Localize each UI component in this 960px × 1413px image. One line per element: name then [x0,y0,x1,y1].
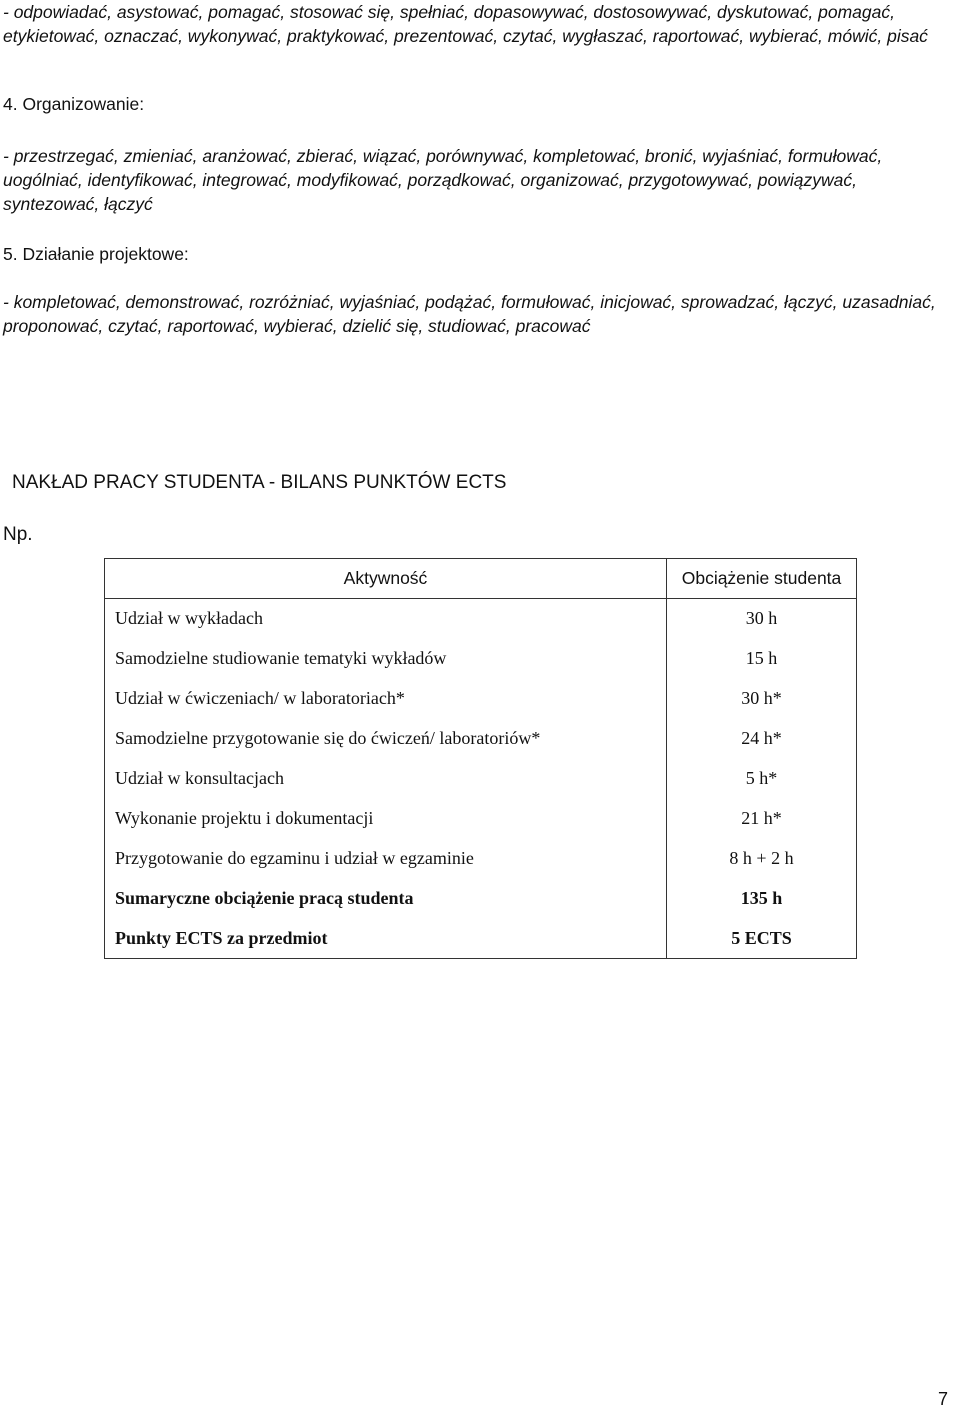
table-header-row [105,559,857,599]
table-row [105,599,857,639]
ects-points-label: Punkty ECTS za przedmiot [105,919,667,959]
workload-cell: 15 h [667,639,857,679]
total-workload-value: 135 h [667,879,857,919]
ects-points-value: 5 ECTS [667,919,857,959]
table-row [105,679,857,719]
activity-cell: Udział w wykładach [105,599,667,639]
workload-cell: 5 h* [667,759,857,799]
workload-column-header: Obciążenie studenta [667,559,857,599]
section-heading-project-work: 5. Działanie projektowe: [3,244,189,264]
activity-cell: Samodzielne przygotowanie się do ćwiczeń/ laboratoriów* [105,719,667,759]
activity-cell: Udział w ćwiczeniach/ w laboratoriach* [105,679,667,719]
workload-cell: 30 h [667,599,857,639]
workload-cell: 8 h + 2 h [667,839,857,879]
table-row [105,799,857,839]
ects-workload-table [104,558,857,959]
workload-cell: 24 h* [667,719,857,759]
activity-cell: Przygotowanie do egzaminu i udział w egzaminie [105,839,667,879]
verb-list-section-3: - odpowiadać, asystować, pomagać, stosować się, spełniać, dopasowywać, dostosowywać, dyskutować, pomagać, etykietować, oznaczać, wykonywać, praktykować, prezentować, czytać, wygłaszać, raportować, wybierać, mówić, pisać [3,2,928,46]
activity-cell: Samodzielne studiowanie tematyki wykładów [105,639,667,679]
table-row [105,759,857,799]
table-row [105,639,857,679]
ects-section-heading: NAKŁAD PRACY STUDENTA - BILANS PUNKTÓW ECTS [12,472,507,493]
workload-cell: 21 h* [667,799,857,839]
verb-list-project-work: - kompletować, demonstrować, rozróżniać, wyjaśniać, podążać, formułować, inicjować, sprowadzać, łączyć, uzasadniać, proponować, czytać, raportować, wybierać, dzielić się, studiować, pracować [3,292,936,336]
workload-cell: 30 h* [667,679,857,719]
page-number: 7 [938,1389,949,1409]
total-workload-label: Sumaryczne obciążenie pracą studenta [105,879,667,919]
table-row [105,839,857,879]
verb-list-organizing: - przestrzegać, zmieniać, aranżować, zbierać, wiązać, porównywać, kompletować, bronić, wyjaśniać, formułować, uogólniać, identyfikować, integrować, modyfikować, porządkować, organizować, przygotowywać, powiązywać, syntezować, łączyć [3,146,883,214]
activity-column-header: Aktywność [105,559,667,599]
activity-cell: Wykonanie projektu i dokumentacji [105,799,667,839]
table-row [105,719,857,759]
ects-points-row [105,919,857,959]
example-label: Np. [3,524,33,545]
section-heading-organizing: 4. Organizowanie: [3,94,145,114]
total-workload-row [105,879,857,919]
activity-cell: Udział w konsultacjach [105,759,667,799]
